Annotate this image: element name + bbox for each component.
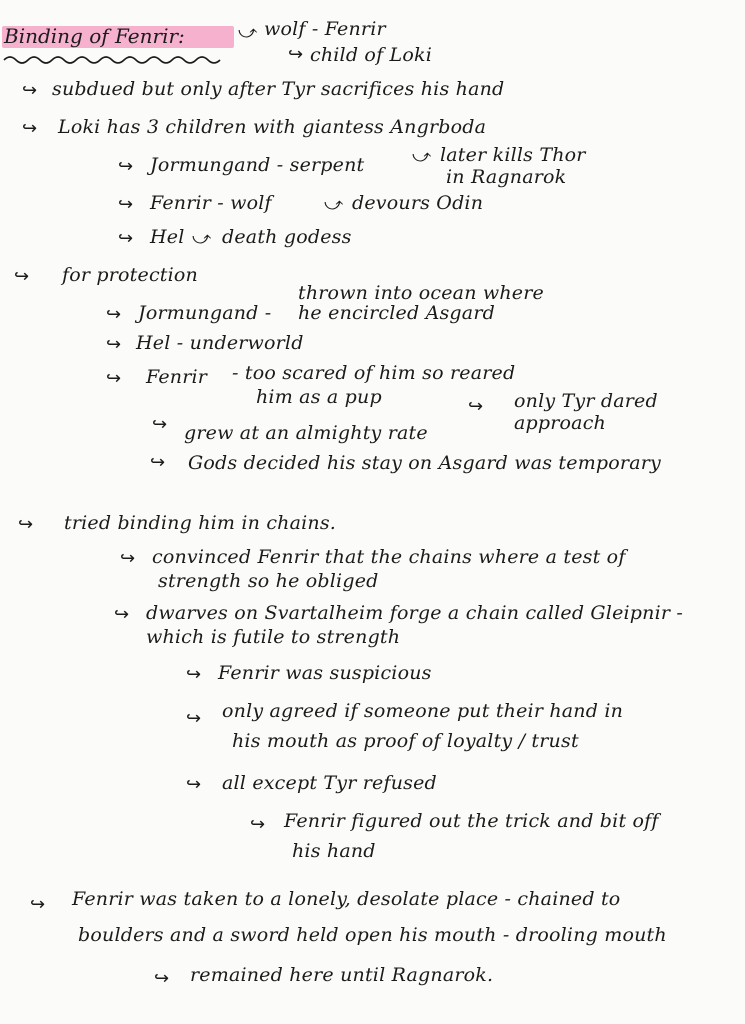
note-line: Hel <box>150 226 185 248</box>
note-line: his hand <box>292 840 376 862</box>
sub-arrow-icon: ↪ <box>106 304 122 325</box>
note-line: later kills Thor <box>440 144 586 166</box>
arrow-right-icon: ⤻ <box>192 228 212 249</box>
sub-arrow-icon: ↪ <box>152 414 168 435</box>
sub-arrow-icon: ↪ <box>120 548 136 569</box>
arrow-right-icon: ⤻ <box>238 22 258 43</box>
note-line: Fenrir <box>146 366 208 388</box>
sub-arrow-icon: ↪ <box>22 118 38 139</box>
note-line: Fenrir - wolf <box>150 192 272 214</box>
sub-arrow-icon: ↪ <box>22 80 38 101</box>
note-line: only agreed if someone put their hand in <box>222 700 624 722</box>
sub-arrow-icon: ↪ <box>106 334 122 355</box>
note-line: Loki has 3 children with giantess Angrboda <box>58 116 487 138</box>
sub-arrow-icon: ↪ <box>14 266 30 287</box>
page-title: Binding of Fenrir: <box>4 24 185 48</box>
note-line: he encircled Asgard <box>298 302 495 324</box>
title-note-wolf: wolf - Fenrir <box>264 18 386 40</box>
note-line: him as a pup <box>256 386 382 408</box>
note-line: Hel - underworld <box>136 332 304 354</box>
note-line: boulders and a sword held open his mouth - drooling mouth <box>78 924 667 946</box>
note-line: - too scared of him so reared <box>232 362 516 384</box>
note-line: devours Odin <box>352 192 484 214</box>
arrow-right-icon: ⤻ <box>324 194 344 215</box>
note-line: all except Tyr refused <box>222 772 437 794</box>
title-note-child: child of Loki <box>310 44 432 66</box>
title-block <box>2 22 185 50</box>
sub-arrow-icon: ↪ <box>18 514 34 535</box>
sub-arrow-icon: ↪ <box>154 968 170 989</box>
note-line: for protection <box>62 264 198 286</box>
sub-arrow-icon: ↪ <box>106 368 122 389</box>
note-line: approach <box>514 412 606 434</box>
note-line: Jormungand - serpent <box>150 154 365 176</box>
note-line: subdued but only after Tyr sacrifices his hand <box>52 78 505 100</box>
sub-arrow-icon: ↪ <box>118 228 134 249</box>
note-line: in Ragnarok <box>446 166 567 188</box>
arrow-right-icon: ⤻ <box>412 146 432 167</box>
note-line: thrown into ocean where <box>298 282 544 304</box>
note-line: dwarves on Svartalheim forge a chain called Gleipnir - <box>146 602 684 624</box>
note-line: which is futile to strength <box>146 626 401 648</box>
sub-arrow-icon: ↪ <box>186 664 202 685</box>
sub-arrow-icon: ↪ <box>288 44 304 65</box>
note-line: Fenrir was taken to a lonely, desolate place - chained to <box>72 888 621 910</box>
sub-arrow-icon: ↪ <box>186 708 202 729</box>
note-line: his mouth as proof of loyalty / trust <box>232 730 579 752</box>
note-line: grew at an almighty rate <box>184 422 428 444</box>
note-line: death godess <box>222 226 352 248</box>
sub-arrow-icon: ↪ <box>468 396 484 417</box>
note-line: only Tyr dared <box>514 390 658 412</box>
sub-arrow-icon: ↪ <box>114 604 130 625</box>
note-line: remained here until Ragnarok. <box>190 964 494 986</box>
sub-arrow-icon: ↪ <box>118 194 134 215</box>
sub-arrow-icon: ↪ <box>150 452 166 473</box>
note-line: convinced Fenrir that the chains where a test of <box>152 546 626 568</box>
sub-arrow-icon: ↪ <box>186 774 202 795</box>
note-line: Jormungand - <box>138 302 272 324</box>
note-line: tried binding him in chains. <box>64 512 337 534</box>
sub-arrow-icon: ↪ <box>30 894 46 915</box>
note-line: Fenrir figured out the trick and bit off <box>284 810 659 832</box>
sub-arrow-icon: ↪ <box>118 156 134 177</box>
sub-arrow-icon: ↪ <box>250 814 266 835</box>
note-line: strength so he obliged <box>158 570 379 592</box>
note-line: Gods decided his stay on Asgard was temporary <box>188 452 661 474</box>
note-line: Fenrir was suspicious <box>218 662 432 684</box>
